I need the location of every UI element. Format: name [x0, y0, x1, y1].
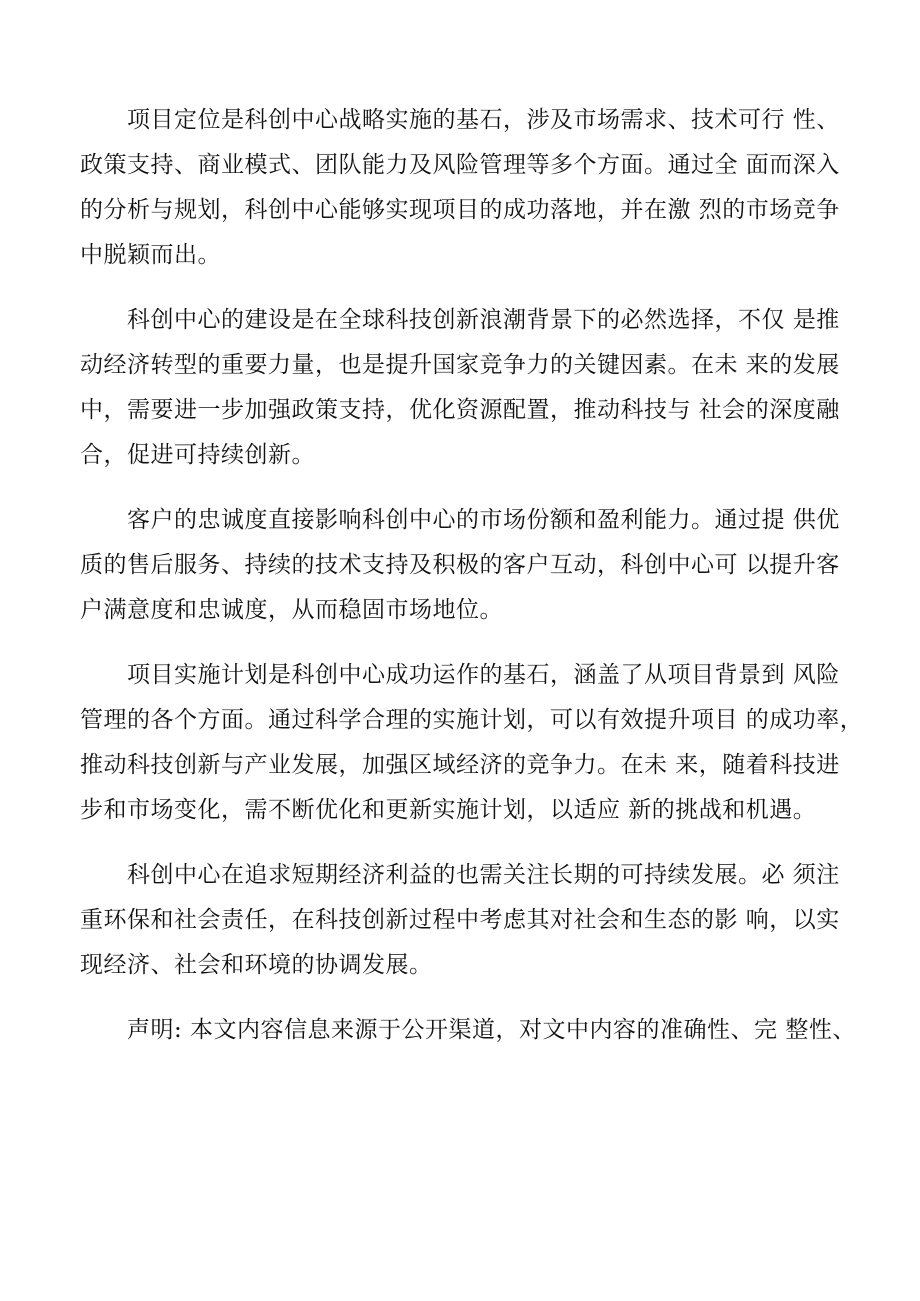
text-line: 客户的忠诚度直接影响科创中心的市场份额和盈利能力。通过提 供优	[127, 507, 840, 533]
text-line: 中脱颖而出。	[80, 242, 221, 268]
text-line: 的分析与规划，科创中心能够实现项目的成功落地，并在激 烈的市场竞争	[80, 197, 840, 223]
text-line: 动经济转型的重要力量，也是提升国家竞争力的关键因素。在未 来的发展	[80, 352, 840, 378]
paragraph-project-positioning	[80, 98, 850, 278]
text-line: 政策支持、商业模式、团队能力及风险管理等多个方面。通过全 面而深入	[80, 152, 840, 178]
text-line: 质的售后服务、持续的技术支持及积极的客户互动，科创中心可 以提升客	[80, 552, 840, 578]
text-line: 户满意度和忠诚度，从而稳固市场地位。	[80, 597, 503, 623]
paragraph-center-construction	[80, 298, 850, 478]
text-line: 推动科技创新与产业发展，加强区域经济的竞争力。在未 来，随着科技进	[80, 752, 840, 778]
text-line: 声明: 本文内容信息来源于公开渠道，对文中内容的准确性、完 整性、	[127, 1017, 856, 1043]
paragraph-implementation-plan	[80, 653, 864, 833]
text-line: 现经济、社会和环境的协调发展。	[80, 952, 433, 978]
text-line: 科创中心在追求短期经济利益的也需关注长期的可持续发展。必 须注	[127, 862, 840, 888]
document-body	[80, 98, 864, 1073]
text-line: 合，促进可持续创新。	[80, 442, 315, 468]
text-line: 项目实施计划是科创中心成功运作的基石，涵盖了从项目背景到 风险	[127, 662, 840, 688]
paragraph-customer-loyalty	[80, 498, 850, 633]
paragraph-sustainability	[80, 853, 850, 988]
text-line: 项目定位是科创中心战略实施的基石，涉及市场需求、技术可行 性、	[127, 107, 840, 133]
text-line: 重环保和社会责任，在科技创新过程中考虑其对社会和生态的影 响，以实	[80, 907, 840, 933]
text-line: 科创中心的建设是在全球科技创新浪潮背景下的必然选择，不仅 是推	[127, 307, 840, 333]
text-line: 管理的各个方面。通过科学合理的实施计划，可以有效提升项目 的成功率，	[80, 707, 864, 733]
text-line: 步和市场变化，需不断优化和更新实施计划，以适应 新的挑战和机遇。	[80, 797, 817, 823]
text-line: 中，需要进一步加强政策支持，优化资源配置，推动科技与 社会的深度融	[80, 397, 840, 423]
paragraph-disclaimer	[80, 1008, 856, 1053]
